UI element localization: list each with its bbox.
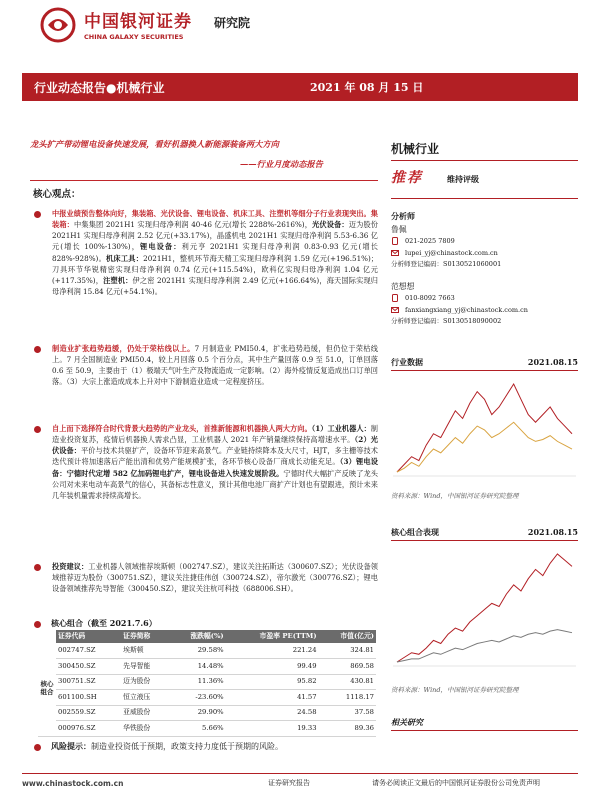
view-highlight: 中报业绩预告整体向好，集装箱、光伏设备、锂电设备、机床工具、注塑机等细分子行业表现突出。集装箱： bbox=[52, 209, 378, 230]
analyst-phone-text: 010-8092 7663 bbox=[405, 294, 455, 303]
footer-label: 证券研究报告 bbox=[268, 779, 310, 787]
bullet-dot-icon bbox=[34, 346, 41, 353]
related-research-title: 相关研究 bbox=[391, 717, 423, 727]
table-cell: 11.36% bbox=[169, 674, 226, 690]
view-text: 工业机器人领域推荐埃斯顿（002747.SZ），建议关注拓斯达（300607.SZ）；光伏设备领域推荐迈为股份（300751.SZ），建议关注捷佳伟创（300724.SZ），帝尔激光（300776.SZ）；锂电设备领域推荐先导智能（300450.SZ），建议关注杭可科技（688006.SH）。 bbox=[52, 562, 378, 594]
view-bold: （1）工业机器人： bbox=[311, 424, 371, 433]
table-cell: 14.48% bbox=[169, 659, 226, 675]
view-text: 伊之密 2021H1 实现归母净利润 2.49 亿元(+166.64%)，海天国际实现归母净利润 15.84 亿元(+54.1%)。 bbox=[52, 275, 378, 297]
report-headline: 龙头扩产带动锂电设备快速发展，看好机器换人新能源装备两大方向 bbox=[30, 139, 279, 149]
bullet-dot-icon bbox=[34, 621, 41, 628]
sidebar-divider bbox=[391, 198, 578, 199]
rating-sub: 维持评级 bbox=[447, 174, 479, 184]
rating bbox=[391, 168, 479, 190]
view-bold: 机床工具： bbox=[106, 253, 144, 263]
analyst-card bbox=[391, 223, 578, 270]
report-date: 2021 年 08 月 15 日 bbox=[310, 81, 424, 94]
chart-title: 行业数据 bbox=[391, 357, 423, 367]
table-cell: 41.57 bbox=[226, 690, 319, 706]
chart-series-line-0 bbox=[397, 384, 572, 472]
column-header: 涨跌幅(%) bbox=[169, 630, 226, 643]
analyst-phone bbox=[391, 293, 578, 304]
view-highlight: 制造业扩张趋势趋缓，仍处于荣枯线以上。 bbox=[52, 344, 195, 353]
portfolio-table-body bbox=[38, 643, 376, 736]
table-cell: 亚威股份 bbox=[121, 705, 169, 721]
sidebar-divider bbox=[391, 160, 578, 161]
brand-name-en: CHINA GALAXY SECURITIES bbox=[84, 33, 184, 41]
industry-data-chart bbox=[391, 378, 578, 478]
table-cell: 324.81 bbox=[319, 643, 376, 659]
analyst-email-text[interactable]: fanxiangxiang_yj@chinastock.com.cn bbox=[405, 305, 528, 314]
bullet-dot-icon bbox=[34, 426, 41, 433]
chart-series-line-1 bbox=[397, 422, 572, 472]
table-row bbox=[38, 659, 376, 675]
view-bold: （3）锂电设备：宁德时代定增 582 亿加码锂电扩产，锂电设备进入快速发展阶段。 bbox=[52, 457, 378, 478]
chart-series-line-0 bbox=[397, 554, 572, 662]
core-view-item bbox=[34, 561, 378, 594]
report-subheadline: ——行业月度动态报告 bbox=[240, 159, 323, 169]
view-text: 7 月制造业 PMI50.4，扩张趋势趋缓，但仍位于荣枯线上。7 月全国制造业 PMI50.4，较上月回落 0.5 个百分点，其中生产量回落 0.9 至 51.0，订单回落 0.6 至 50.9，主要由于（1）极端天气叶生产及物流造成一定影响。（2）海外疫情反复造成出口订单回落。（3）大宗上涨造成成本上升对中下游制造业造成一定程度挤压。 bbox=[52, 344, 378, 387]
portfolio-side-label: 核心组合 bbox=[38, 643, 56, 736]
view-text: 中集集团 2021H1 实现归母净利润 40-46 亿元(增长 2288%-2616%)， bbox=[74, 220, 313, 230]
table-cell: 601100.SH bbox=[56, 690, 121, 706]
core-view-text bbox=[52, 423, 378, 501]
table-cell: 221.24 bbox=[226, 643, 319, 659]
analyst-cert: 分析师登记编码：S0130518090002 bbox=[391, 316, 502, 325]
table-row bbox=[38, 674, 376, 690]
portfolio-chart-header bbox=[391, 526, 578, 538]
mail-icon bbox=[391, 249, 399, 257]
analyst-email[interactable] bbox=[391, 248, 578, 259]
core-view-item bbox=[34, 208, 378, 297]
column-header: 证券代码 bbox=[56, 630, 121, 643]
table-cell: 002559.SZ bbox=[56, 705, 121, 721]
analyst-email-text[interactable]: lupei_yj@chinastock.com.cn bbox=[405, 248, 498, 257]
core-view-item bbox=[34, 343, 378, 388]
table-cell: -23.60% bbox=[169, 690, 226, 706]
table-cell: 300751.SZ bbox=[56, 674, 121, 690]
table-cell: 37.58 bbox=[319, 705, 376, 721]
analyst-cert: 分析师登记编码：S0130521060001 bbox=[391, 259, 502, 268]
table-cell: 002747.SZ bbox=[56, 643, 121, 659]
core-view-text bbox=[52, 561, 378, 594]
view-highlight: 自上而下选择符合时代背景大趋势的产业龙头，首推新能源和机器换人两大方向。 bbox=[52, 424, 312, 433]
analyst-name: 鲁佩 bbox=[391, 225, 407, 234]
view-text: 利元亨 2021H1 实现归母净利润 0.83-0.93 亿元(增长 828%-928%)。 bbox=[52, 242, 378, 263]
table-cell: 89.36 bbox=[319, 721, 376, 737]
headline-divider bbox=[30, 180, 378, 181]
portfolio-performance-chart bbox=[391, 548, 578, 668]
analyst-phone bbox=[391, 236, 578, 247]
table-cell: 埃斯顿 bbox=[121, 643, 169, 659]
risk-warning bbox=[34, 740, 283, 753]
table-cell: 29.58% bbox=[169, 643, 226, 659]
risk-text: 制造业投资低于预期，政策支持力度低于预期的风险。 bbox=[91, 742, 283, 751]
view-bold: （2）光伏设备： bbox=[52, 435, 378, 456]
view-bold: 注塑机： bbox=[103, 275, 133, 285]
analyst-phone-text: 021-2025 7809 bbox=[405, 237, 455, 246]
table-cell: 恒立液压 bbox=[121, 690, 169, 706]
table-cell: 5.66% bbox=[169, 721, 226, 737]
core-views-title: 核心观点： bbox=[33, 189, 81, 200]
portfolio-title bbox=[34, 617, 157, 629]
view-text: 平价与技术共驱扩产，设备环节迎来高景气。产业链持续降本及大尺寸，HJT，多主栅等技术迭代预计将加速落后产能出清和优势产能规模扩张，各环节核心设备厂商成长动能充足。 bbox=[52, 446, 378, 467]
sidebar-divider bbox=[391, 370, 578, 371]
table-cell: 430.81 bbox=[319, 674, 376, 690]
core-view-item bbox=[34, 423, 378, 501]
table-row bbox=[38, 690, 376, 706]
view-bold: 锂电设备： bbox=[140, 242, 182, 252]
view-text: 迈为股份 2021H1 实现归母净利润 2.52 亿元(+33.17%)，晶盛机电 2021H1 实现归母净利润 5.53-6.36 亿元(增长 100%-130%)， bbox=[52, 220, 378, 252]
phone-icon bbox=[391, 294, 399, 302]
sidebar-divider bbox=[391, 540, 578, 541]
analyst-email[interactable] bbox=[391, 305, 578, 316]
table-cell: 1118.17 bbox=[319, 690, 376, 706]
table-header-row bbox=[38, 630, 376, 643]
table-cell: 869.58 bbox=[319, 659, 376, 675]
chart-source: 资料来源：Wind，中国银河证券研究院整理 bbox=[391, 686, 519, 694]
galaxy-logo-icon bbox=[40, 7, 76, 43]
core-view-text bbox=[52, 343, 378, 388]
table-cell: 19.33 bbox=[226, 721, 319, 737]
table-cell: 24.58 bbox=[226, 705, 319, 721]
table-cell: 99.49 bbox=[226, 659, 319, 675]
view-text: 制造业投资复苏，疫情后机器换人需求凸显，工业机器人 2021 年产销量继续保持高增速水平。 bbox=[52, 424, 378, 445]
bullet-dot-icon bbox=[34, 211, 41, 218]
table-cell: 迈为股份 bbox=[121, 674, 169, 690]
table-cell: 29.90% bbox=[169, 705, 226, 721]
view-text: 2021H1，整机环节海天精工实现归母净利润 1.59 亿元(+196.51%)；刀具环节华锐精密实现归母净利润 0.74 亿元(+115.54%)，欧科亿实现归母净利润 1.04 亿元(+117.35%)， bbox=[52, 253, 378, 285]
core-view-text bbox=[52, 208, 378, 297]
chart-date: 2021.08.15 bbox=[527, 357, 578, 367]
mail-icon bbox=[391, 306, 399, 314]
table-cell: 300450.SZ bbox=[56, 659, 121, 675]
chart-title: 核心组合表现 bbox=[391, 527, 439, 537]
chart-date: 2021.08.15 bbox=[527, 527, 578, 537]
chart-series-line-1 bbox=[397, 630, 572, 662]
sidebar-divider bbox=[391, 730, 578, 731]
bullet-dot-icon bbox=[34, 744, 41, 751]
bullet-dot-icon bbox=[34, 564, 41, 571]
table-row bbox=[38, 705, 376, 721]
rating-main: 推荐 bbox=[391, 170, 423, 186]
analyst-section-label: 分析师 bbox=[391, 211, 415, 221]
brand-logo bbox=[40, 5, 250, 45]
table-corner bbox=[38, 630, 56, 643]
column-header: 证券简称 bbox=[121, 630, 169, 643]
phone-icon bbox=[391, 237, 399, 245]
chart-source: 资料来源：Wind，中国银河证券研究院整理 bbox=[391, 492, 519, 500]
table-cell: 000976.SZ bbox=[56, 721, 121, 737]
footer-divider bbox=[22, 773, 578, 774]
column-header: 市值(亿元) bbox=[319, 630, 376, 643]
industry-title: 机械行业 bbox=[391, 142, 440, 156]
view-text: 宁德时代大幅扩产反映了龙头公司对未来电动车高景气的信心，其备标志性意义，预计其他电池厂商扩产计划也有望跟进，预计未来几年装机量需求持续高增长。 bbox=[52, 468, 378, 500]
portfolio-table bbox=[38, 630, 376, 737]
brand-institute: 研究院 bbox=[214, 16, 251, 30]
risk-label: 风险提示： bbox=[51, 741, 91, 751]
footer-website-link[interactable]: www.chinastock.com.cn bbox=[22, 779, 124, 788]
table-row bbox=[38, 643, 376, 659]
industry-data-chart-header bbox=[391, 356, 578, 368]
table-cell: 先导智能 bbox=[121, 659, 169, 675]
analyst-card bbox=[391, 280, 578, 327]
view-bold: 光伏设备： bbox=[312, 220, 349, 230]
table-cell: 华铁股份 bbox=[121, 721, 169, 737]
analyst-name: 范想想 bbox=[391, 282, 415, 291]
invest-advice-label: 投资建议： bbox=[52, 562, 89, 571]
report-type: 行业动态报告●机械行业 bbox=[34, 81, 165, 95]
table-cell: 95.82 bbox=[226, 674, 319, 690]
report-banner bbox=[22, 73, 578, 101]
brand-name-cn: 中国银河证券 bbox=[84, 12, 192, 32]
column-header: 市盈率 PE(TTM) bbox=[226, 630, 319, 643]
footer-disclaimer: 请务必阅读正文最后的中国银河证券股份公司免责声明 bbox=[372, 779, 540, 787]
portfolio-title-text: 核心组合（截至 2021.7.6） bbox=[51, 618, 157, 628]
table-row bbox=[38, 721, 376, 737]
